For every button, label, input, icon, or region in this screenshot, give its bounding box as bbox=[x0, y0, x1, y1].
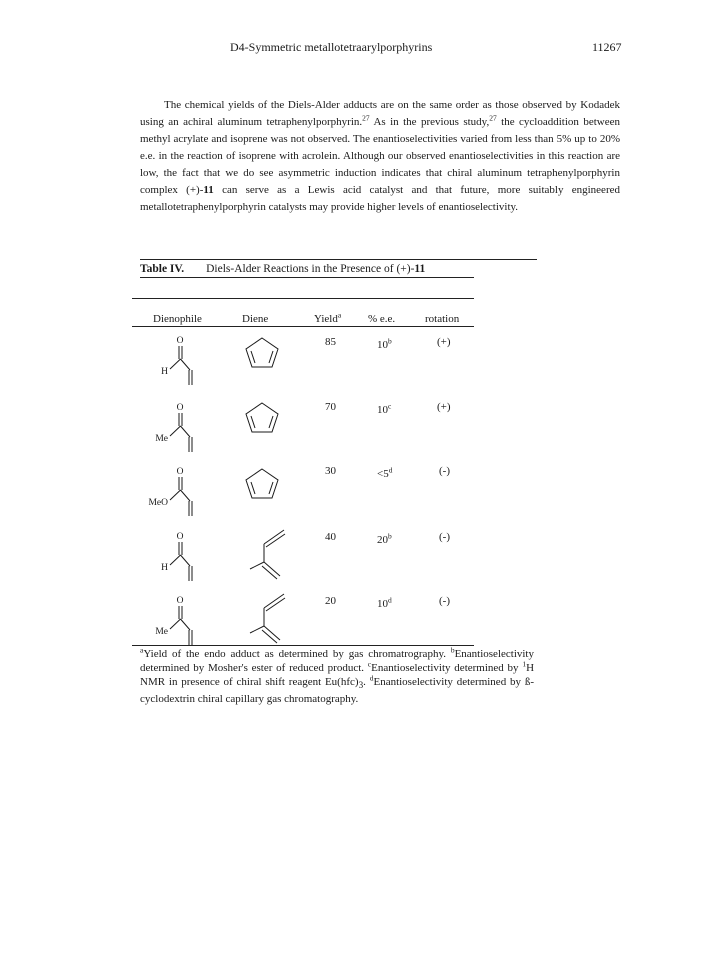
col-header-ee: % e.e. bbox=[368, 313, 396, 325]
footnote-b-mark: b bbox=[450, 645, 455, 655]
table-footnotes bbox=[140, 647, 534, 706]
dienophile-acrolein bbox=[145, 529, 215, 587]
diene-cyclopentadiene bbox=[242, 400, 282, 434]
table-title: Diels-Alder Reactions in the Presence of (+)- bbox=[206, 263, 415, 275]
diene-cyclopentadiene bbox=[242, 335, 282, 369]
svg-text:H: H bbox=[161, 563, 168, 573]
diene-isoprene bbox=[244, 526, 292, 582]
rotation-row-5: (-) bbox=[439, 595, 450, 607]
footnote-c-mark: c bbox=[367, 659, 372, 669]
table-bottom-rule bbox=[132, 645, 474, 646]
diene-cyclopentadiene bbox=[242, 466, 282, 500]
dienophile-methyl-vinyl-ketone bbox=[145, 593, 215, 651]
svg-text:O: O bbox=[176, 596, 184, 606]
footnote-c-2: H NMR in presence of chiral shift reagent Eu(hfc) bbox=[140, 662, 535, 688]
compound-number: 11 bbox=[203, 184, 214, 196]
body-text-3: the cycloaddition between methyl acrylate and isoprene was not observed. The enantioselectivities varied from less than 5% up to 20% e.e. in the reaction of isoprene with acrolein. Although our observed enantioselectivities in this reaction are low, the fact that we do see asymmetric induction indicates that chiral aluminum tetraphenylporphyrin complex (+)- bbox=[140, 116, 620, 196]
footnote-a: Yield of the endo adduct as determined by gas chromatrography. bbox=[143, 648, 446, 660]
table-top-rule bbox=[132, 298, 474, 299]
body-text-4: can serve as a Lewis acid catalyst and that future, more suitably engineered metallotetraphenylporphyrin catalysts may provide higher levels of enantioselectivity. bbox=[140, 184, 620, 213]
footnote-c-1: Enantioselectivity determined by bbox=[371, 662, 523, 674]
dienophile-methyl-acrylate bbox=[145, 464, 215, 522]
rotation-row-2: (+) bbox=[437, 401, 451, 413]
rotation-row-3: (-) bbox=[439, 465, 450, 477]
footnote-c-sup: 1 bbox=[522, 659, 527, 669]
footnote-b: Enantioselectivity determined by Mosher's ester of reduced product. bbox=[140, 648, 534, 674]
rotation-row-4: (-) bbox=[439, 531, 450, 543]
table-label: Table IV. bbox=[140, 263, 185, 275]
ee-row-2: 10$^c$ bbox=[377, 401, 392, 416]
footnote-c-sub: 3 bbox=[358, 680, 364, 691]
svg-text:O: O bbox=[176, 336, 184, 346]
svg-text:Me: Me bbox=[155, 434, 168, 444]
col-header-dienophile: Dienophile bbox=[153, 313, 202, 325]
yield-row-5: 20 bbox=[325, 595, 336, 607]
svg-text:O: O bbox=[176, 532, 184, 542]
svg-text:MeO: MeO bbox=[148, 498, 168, 508]
yield-row-1: 85 bbox=[325, 336, 336, 348]
page-number: 11267 bbox=[592, 40, 622, 54]
col-header-yield: Yield$^a$ bbox=[314, 310, 342, 325]
running-head: D4-Symmetric metallotetraarylporphyrins bbox=[230, 40, 433, 54]
col-header-rotation: rotation bbox=[425, 313, 460, 325]
dienophile-methyl-vinyl-ketone bbox=[145, 400, 215, 458]
table-header-rule bbox=[132, 326, 474, 327]
footnote-d: Enantioselectivity determined by ß-cyclodextrin chiral capillary gas chromatography. bbox=[140, 676, 534, 706]
svg-text:H: H bbox=[161, 367, 168, 377]
body-text-2: As in the previous study, bbox=[369, 116, 490, 128]
svg-text:Me: Me bbox=[155, 627, 168, 637]
table-title-compound: 11 bbox=[414, 263, 426, 275]
col-header-diene: Diene bbox=[242, 313, 269, 325]
yield-row-3: 30 bbox=[325, 465, 336, 477]
svg-text:O: O bbox=[176, 467, 184, 477]
ee-row-3: $<5^d$ bbox=[377, 465, 393, 480]
svg-text:O: O bbox=[176, 403, 184, 413]
yield-row-4: 40 bbox=[325, 531, 336, 543]
yield-row-2: 70 bbox=[325, 401, 336, 413]
ee-row-4: 20$^b$ bbox=[377, 531, 392, 546]
footnote-a-mark: a bbox=[140, 645, 144, 655]
footnote-c-3: . bbox=[363, 676, 366, 688]
ee-row-5: 10$^d$ bbox=[377, 595, 392, 610]
caption-bottom-rule bbox=[140, 277, 474, 278]
dienophile-acrolein bbox=[145, 333, 215, 391]
table-caption bbox=[140, 263, 425, 275]
ee-row-1: 10$^b$ bbox=[377, 336, 392, 351]
body-text-1: The chemical yields of the Diels-Alder adducts are on the same order as those observed by Kodadek using an achiral aluminum tetraphenylporphyrin. bbox=[140, 99, 620, 128]
footnote-d-mark: d bbox=[369, 673, 374, 683]
rotation-row-1: (+) bbox=[437, 336, 451, 348]
citation-27b: 27 bbox=[489, 113, 497, 123]
citation-27: 27 bbox=[362, 113, 370, 123]
caption-top-rule bbox=[140, 259, 537, 260]
body-paragraph bbox=[140, 97, 620, 216]
diene-isoprene bbox=[244, 590, 292, 646]
